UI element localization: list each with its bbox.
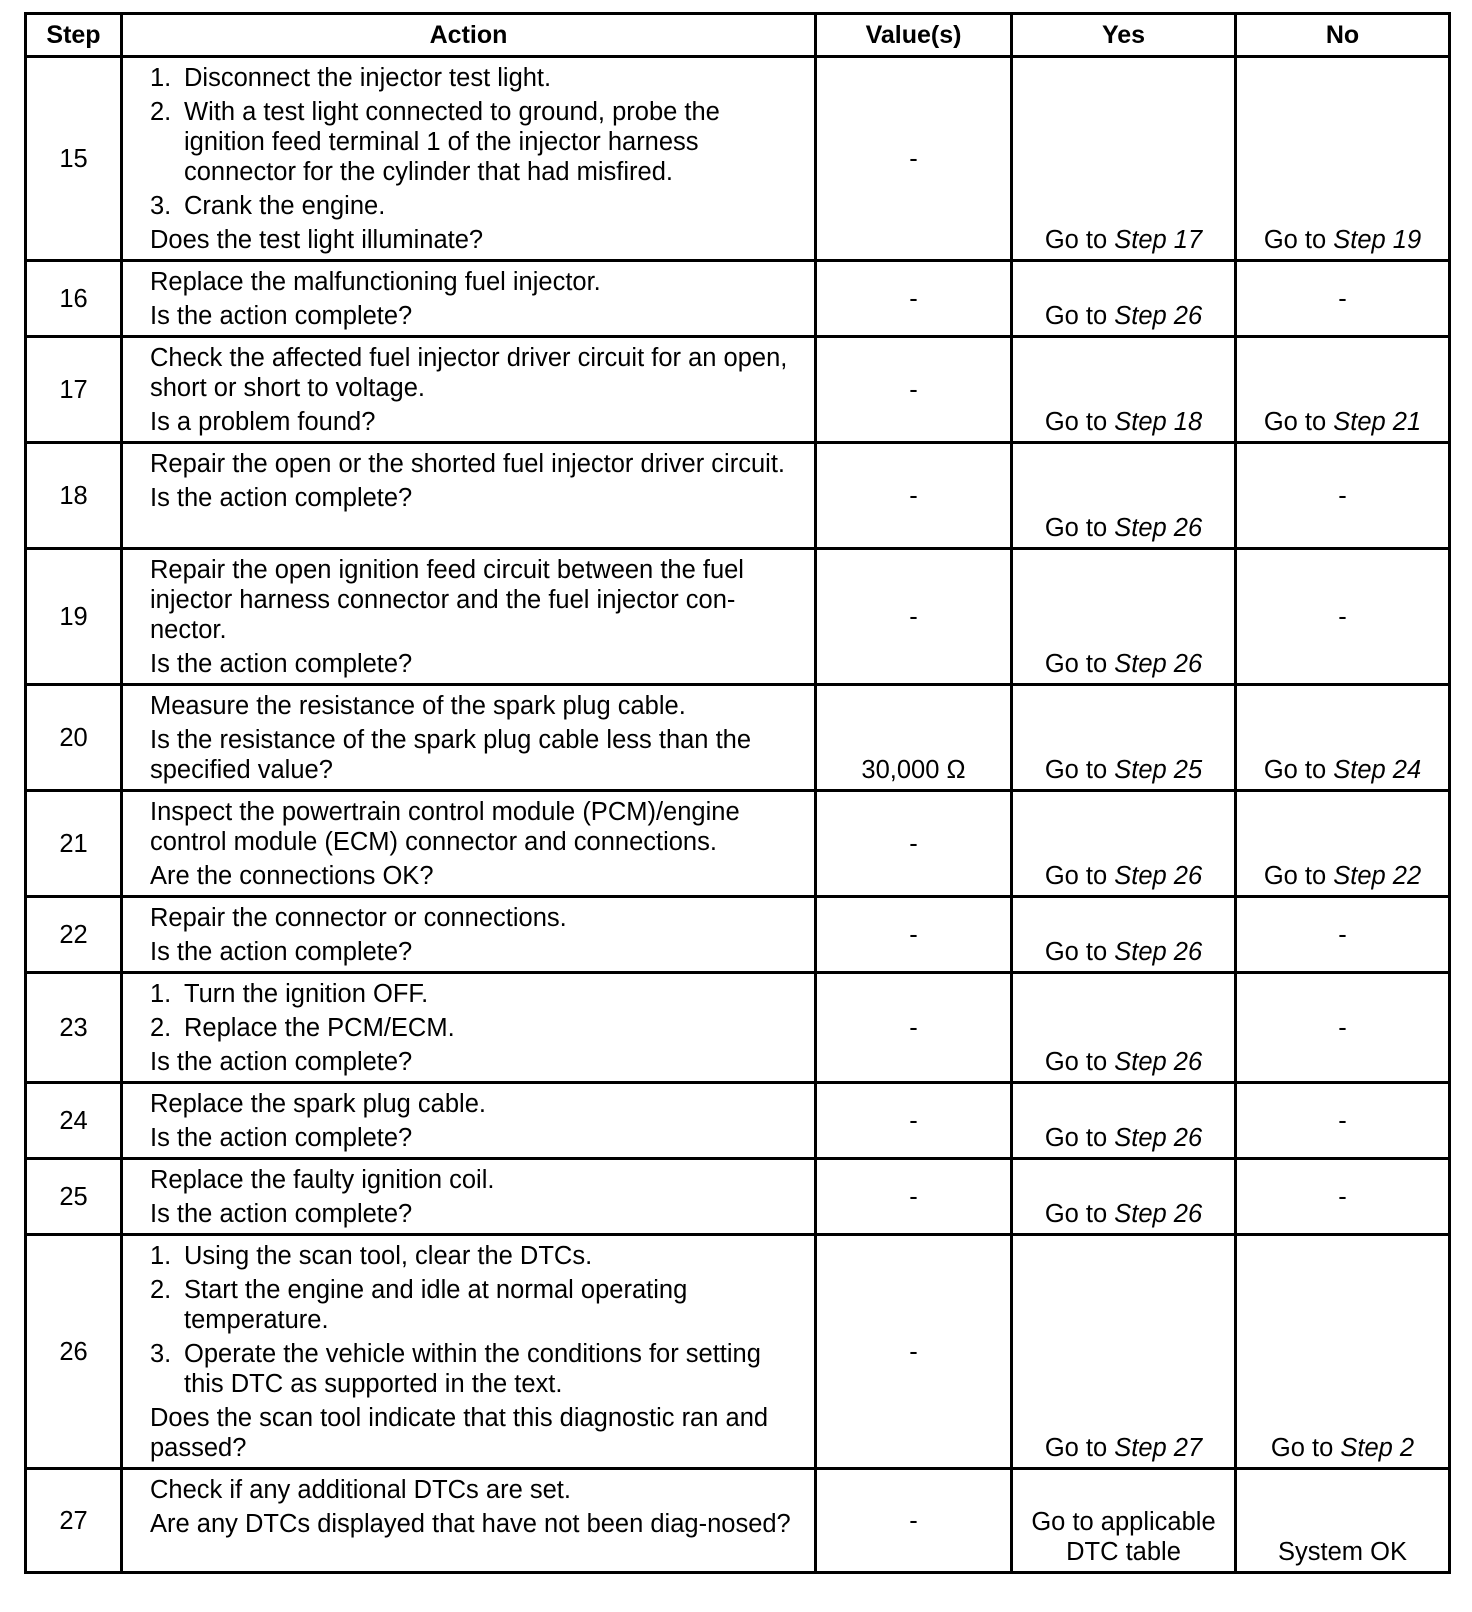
no-cell: System OK	[1236, 1469, 1450, 1573]
no-cell: -	[1236, 897, 1450, 973]
action-cell: Repair the open or the shorted fuel injector driver circuit. Is the action complete?	[122, 443, 816, 549]
yes-cell: Go to Step 26	[1012, 1083, 1236, 1159]
action-question: Is the action complete?	[150, 1124, 413, 1152]
table-row	[26, 973, 1450, 1083]
diagnostic-table-page	[24, 12, 1448, 1574]
action-cell	[122, 1235, 816, 1469]
action-question: Is the action complete?	[150, 650, 413, 678]
yes-cell: Go to Step 25	[1012, 685, 1236, 791]
yes-cell: Go to Step 26	[1012, 443, 1236, 549]
table-row	[26, 549, 1450, 685]
step-number: 16	[26, 261, 122, 337]
action-cell	[122, 57, 816, 261]
action-question: Is the action complete?	[150, 1200, 413, 1228]
table-row	[26, 1083, 1450, 1159]
step-number: 24	[26, 1083, 122, 1159]
step-number: 27	[26, 1469, 122, 1573]
table-row	[26, 1159, 1450, 1235]
header-values: Value(s)	[816, 14, 1012, 57]
action-cell: Inspect the powertrain control module (PCM)/engine control module (ECM) connector and connections. Are the connections OK?	[122, 791, 816, 897]
action-cell: Replace the faulty ignition coil. Is the action complete?	[122, 1159, 816, 1235]
value-cell: -	[816, 337, 1012, 443]
step-number: 21	[26, 791, 122, 897]
diagnostic-table	[24, 12, 1451, 1574]
yes-cell: Go to Step 26	[1012, 791, 1236, 897]
action-cell: Replace the malfunctioning fuel injector. Is the action complete?	[122, 261, 816, 337]
value-cell: -	[816, 261, 1012, 337]
step-number: 18	[26, 443, 122, 549]
value-cell: -	[816, 1235, 1012, 1469]
header-yes: Yes	[1012, 14, 1236, 57]
value-cell: -	[816, 549, 1012, 685]
action-cell	[122, 973, 816, 1083]
table-row	[26, 1235, 1450, 1469]
no-cell: Go to Step 2	[1236, 1235, 1450, 1469]
action-item: 3. Operate the vehicle within the conditions for setting this DTC as supported in the text.	[150, 1340, 761, 1398]
yes-cell: Go to Step 17	[1012, 57, 1236, 261]
no-cell: Go to Step 19	[1236, 57, 1450, 261]
no-cell: Go to Step 22	[1236, 791, 1450, 897]
step-number: 19	[26, 549, 122, 685]
action-question: Are the connections OK?	[150, 862, 434, 890]
step-number: 20	[26, 685, 122, 791]
value-cell: -	[816, 897, 1012, 973]
header-row	[26, 14, 1450, 57]
action-question: Are any DTCs displayed that have not been diag-nosed?	[150, 1510, 791, 1538]
step-number: 22	[26, 897, 122, 973]
action-question: Does the test light illuminate?	[150, 226, 484, 254]
action-question: Is the resistance of the spark plug cable less than the specified value?	[150, 726, 752, 784]
action-question: Is the action complete?	[150, 484, 413, 512]
value-cell: -	[816, 973, 1012, 1083]
yes-cell: Go to Step 18	[1012, 337, 1236, 443]
header-step: Step	[26, 14, 122, 57]
action-cell: Check if any additional DTCs are set. Are any DTCs displayed that have not been diag-nosed?	[122, 1469, 816, 1573]
action-item: 1. Turn the ignition OFF.	[150, 980, 429, 1008]
action-item: 1. Using the scan tool, clear the DTCs.	[150, 1242, 593, 1270]
yes-cell: Go to Step 27	[1012, 1235, 1236, 1469]
value-cell: -	[816, 57, 1012, 261]
value-cell: -	[816, 1469, 1012, 1573]
action-cell: Check the affected fuel injector driver circuit for an open, short or short to voltage. Is a problem found?	[122, 337, 816, 443]
step-number: 15	[26, 57, 122, 261]
action-question: Is the action complete?	[150, 1048, 413, 1076]
yes-cell: Go to Step 26	[1012, 261, 1236, 337]
action-item: 2. With a test light connected to ground, probe the ignition feed terminal 1 of the injector harness connector for the cylinder that had misfired.	[150, 98, 720, 186]
action-cell: Repair the open ignition feed circuit between the fuel injector harness connector and the fuel injector con-nector. Is the action complete?	[122, 549, 816, 685]
no-cell: -	[1236, 549, 1450, 685]
table-row	[26, 443, 1450, 549]
no-cell: Go to Step 24	[1236, 685, 1450, 791]
table-row	[26, 1469, 1450, 1573]
step-number: 25	[26, 1159, 122, 1235]
action-item: 2. Replace the PCM/ECM.	[150, 1014, 455, 1042]
action-item: 1. Disconnect the injector test light.	[150, 64, 552, 92]
table-row	[26, 337, 1450, 443]
action-cell: Repair the connector or connections. Is the action complete?	[122, 897, 816, 973]
no-cell: Go to Step 21	[1236, 337, 1450, 443]
no-cell: -	[1236, 1083, 1450, 1159]
table-row	[26, 685, 1450, 791]
no-cell: -	[1236, 443, 1450, 549]
action-question: Is the action complete?	[150, 302, 413, 330]
step-number: 23	[26, 973, 122, 1083]
header-no: No	[1236, 14, 1450, 57]
value-cell: -	[816, 443, 1012, 549]
action-item: 2. Start the engine and idle at normal operating temperature.	[150, 1276, 688, 1334]
step-number: 17	[26, 337, 122, 443]
no-cell: -	[1236, 261, 1450, 337]
value-cell: 30,000 Ω	[816, 685, 1012, 791]
step-number: 26	[26, 1235, 122, 1469]
value-cell: -	[816, 791, 1012, 897]
yes-cell: Go to Step 26	[1012, 1159, 1236, 1235]
yes-cell: Go to Step 26	[1012, 973, 1236, 1083]
yes-cell: Go to Step 26	[1012, 549, 1236, 685]
action-item: 3. Crank the engine.	[150, 192, 386, 220]
yes-cell: Go to applicable DTC table	[1012, 1469, 1236, 1573]
table-row	[26, 897, 1450, 973]
table-row	[26, 57, 1450, 261]
no-cell: -	[1236, 1159, 1450, 1235]
action-question: Is a problem found?	[150, 408, 376, 436]
action-question: Is the action complete?	[150, 938, 413, 966]
yes-cell: Go to Step 26	[1012, 897, 1236, 973]
table-row	[26, 261, 1450, 337]
value-cell: -	[816, 1083, 1012, 1159]
action-cell: Replace the spark plug cable. Is the action complete?	[122, 1083, 816, 1159]
header-action: Action	[122, 14, 816, 57]
table-row	[26, 791, 1450, 897]
action-question: Does the scan tool indicate that this diagnostic ran and passed?	[150, 1404, 769, 1462]
no-cell: -	[1236, 973, 1450, 1083]
value-cell: -	[816, 1159, 1012, 1235]
action-cell: Measure the resistance of the spark plug cable. Is the resistance of the spark plug cable less than the specified value?	[122, 685, 816, 791]
